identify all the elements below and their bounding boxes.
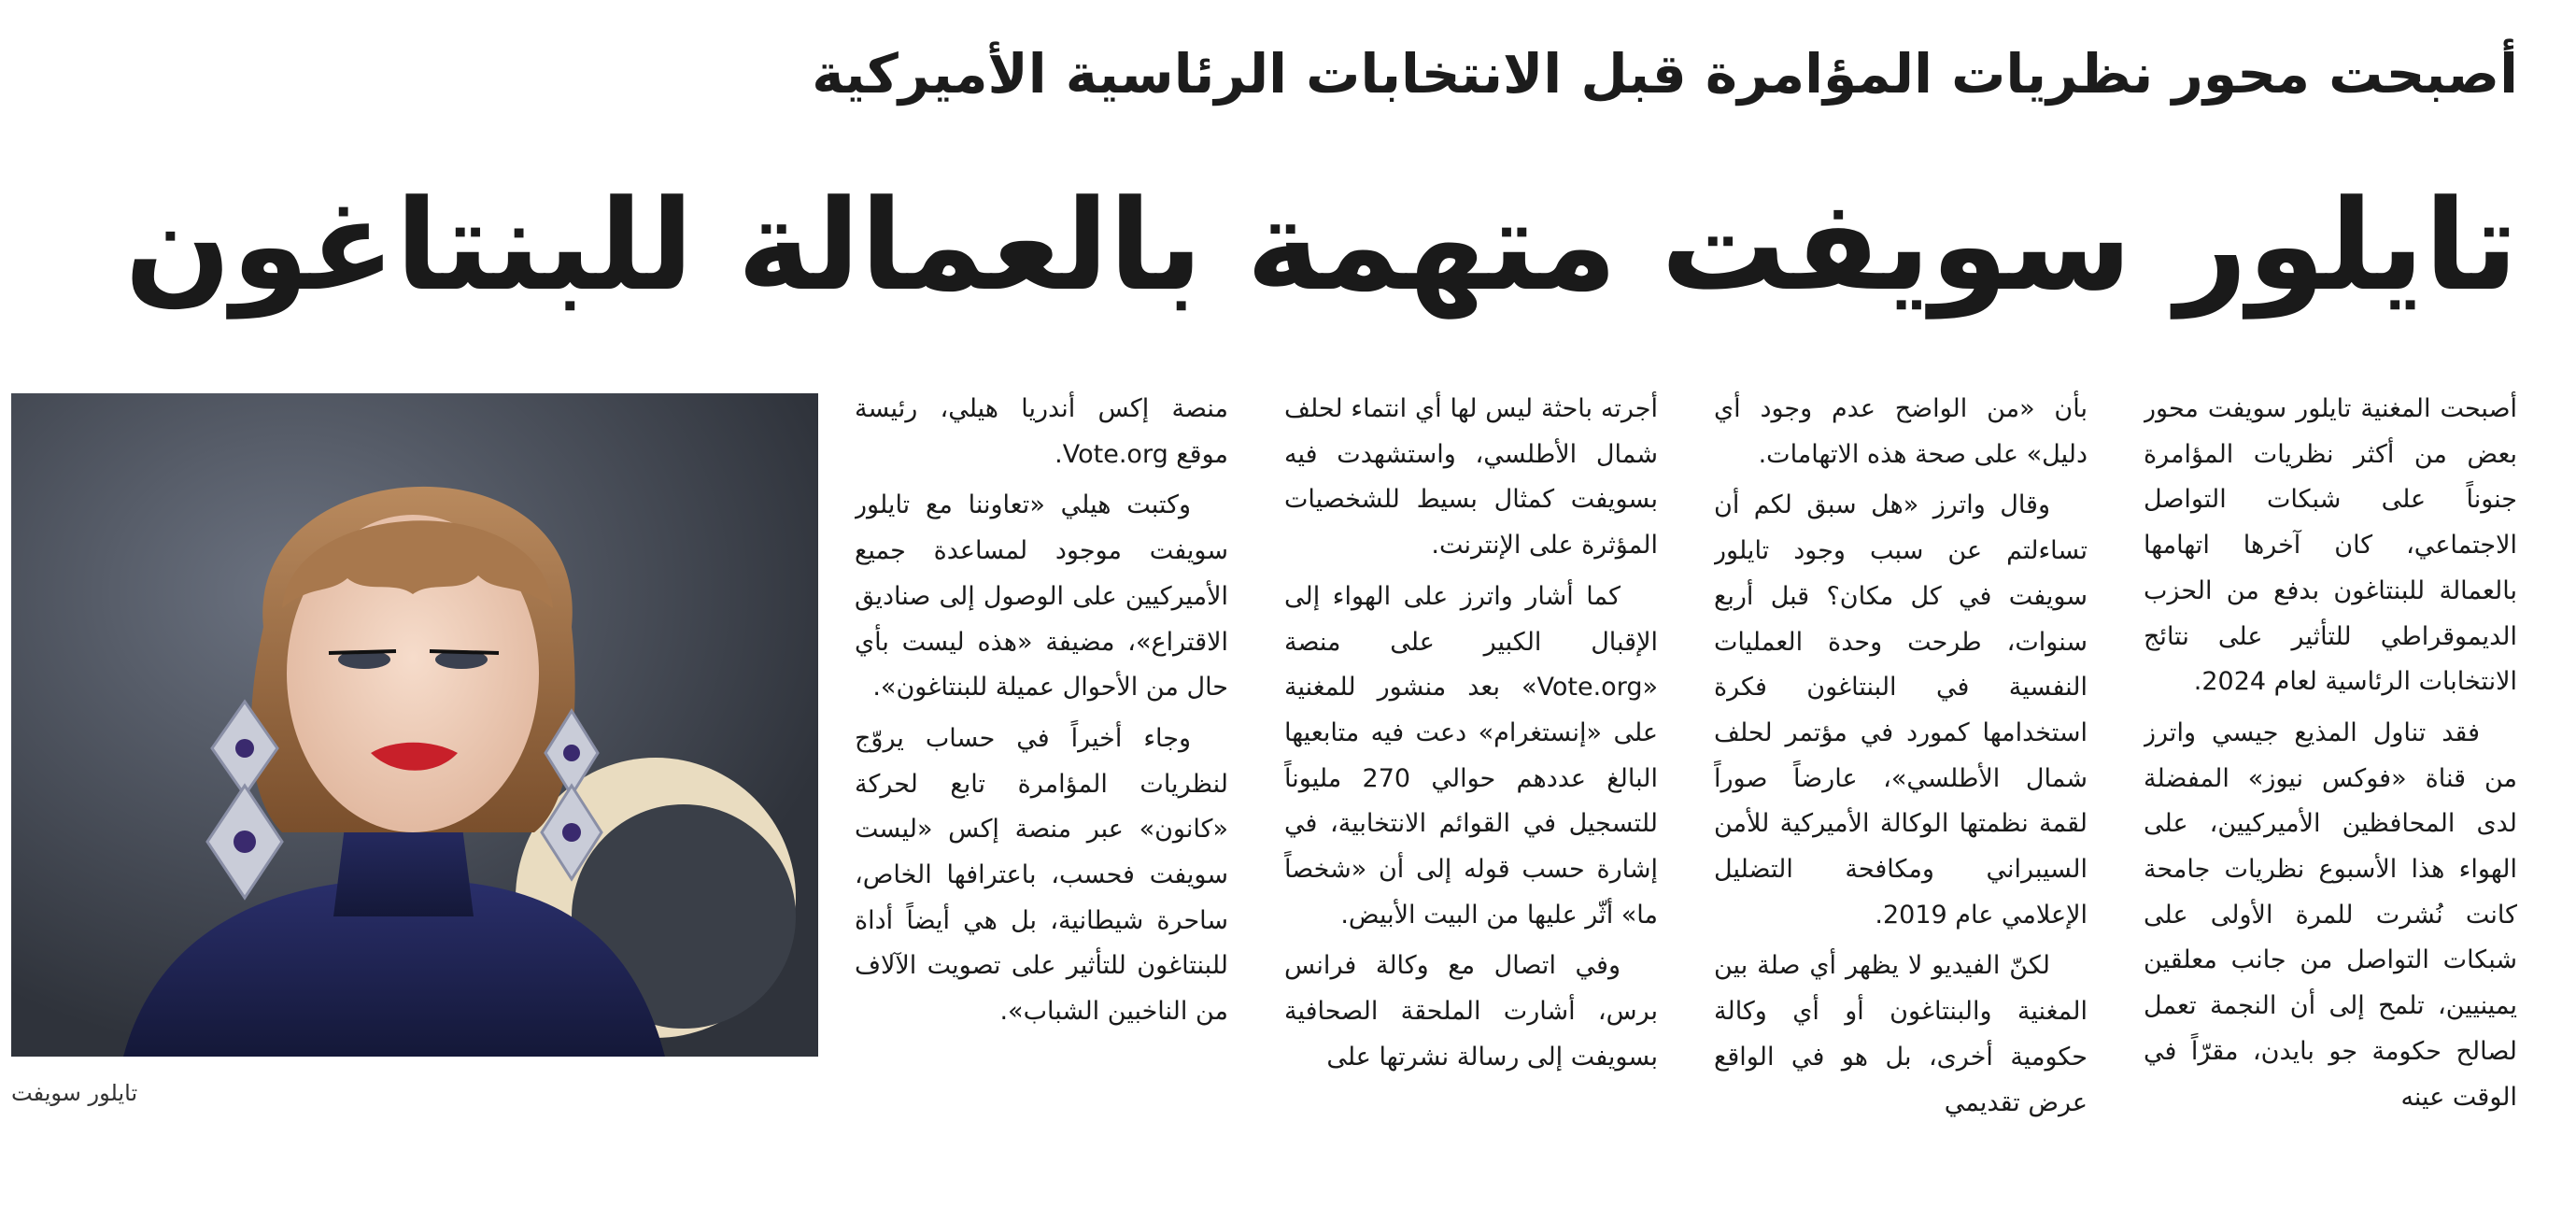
article-headline: تايلور سويفت متهمة بالعمالة للبنتاغون [124,173,2518,319]
article-kicker: أصبحت محور نظريات المؤامرة قبل الانتخابات الرئاسية الأميركية [812,42,2518,106]
paragraph: كما أشار واترز على الهواء إلى الإقبال الكبير على منصة «Vote.org» بعد منشور للمغنية على «إنستغرام» دعت فيه متابعيها البالغ عددهم حوالي 270 مليوناً للتسجيل في القوائم الانتخابية، في إشارة حسب قوله إلى أن «شخصاً ما» أثّر عليها من البيت الأبيض. [1284,581,1658,930]
paragraph: وكتبت هيلي «تعاوننا مع تايلور سويفت موجود لمساعدة جميع الأميركيين على الوصول إلى صناديق الاقتراع»، مضيفة «هذه ليست بأي حال من الأحوال عميلة للبنتاغون». [855,490,1228,703]
photo-caption-text: تايلور سويفت [11,1080,138,1106]
paragraph: وفي اتصال مع وكالة فرانس برس، أشارت الملحقة الصحافية بسويفت إلى رسالة نشرتها على [1284,951,1658,1072]
article-column-1 [2144,387,2517,1162]
paragraph: أصبحت المغنية تايلور سويفت محور بعض من أكثر نظريات المؤامرة جنوناً على شبكات التواصل الاجتماعي، كان آخرها اتهامها بالعمالة للبنتاغون بدفع من الحزب الديموقراطي للتأثير على نتائج الانتخابات الرئاسية لعام 2024. [2144,394,2517,697]
paragraph: منصة إكس أندريا هيلي، رئيسة موقع Vote.org. [855,394,1228,469]
paragraph: بأن «من الواضح عدم وجود أي دليل» على صحة هذه الاتهامات. [1714,394,2088,469]
article-column-2 [1714,387,2088,1162]
article-photo [11,393,818,1057]
portrait-illustration [11,393,818,1057]
article-column-4 [855,387,1228,1162]
paragraph: أجرته باحثة ليس لها أي انتماء لحلف شمال الأطلسي، واستشهدت فيه بسويفت كمثال بسيط للشخصيات المؤثرة على الإنترنت. [1284,394,1658,561]
photo-caption [11,1074,818,1112]
article-column-3 [1284,387,1658,1162]
paragraph: وجاء أخيراً في حساب يروّج لنظريات المؤامرة تابع لحركة «كانون» عبر منصة إكس «ليست سويفت فحسب، باعترافها الخاص، ساحرة شيطانية، بل هي أيضاً أداة للبنتاغون للتأثير على تصويت الآلاف من الناخبين الشباب». [855,723,1228,1027]
paragraph: وقال واترز «هل سبق لكم أن تساءلتم عن سبب وجود تايلور سويفت في كل مكان؟ قبل أربع سنوات، طرحت وحدة العمليات النفسية في البنتاغون فكرة استخدامها كمورد في مؤتمر لحلف شمال الأطلسي»، عارضاً صوراً لقمة نظمتها الوكالة الأميركية للأمن السيبراني ومكافحة التضليل الإعلامي عام 2019. [1714,490,2088,930]
right-eyeliner [430,651,499,653]
left-eyeliner [329,651,396,653]
paragraph: لكنّ الفيديو لا يظهر أي صلة بين المغنية والبنتاغون أو أي وكالة حكومية أخرى، بل هو في الواقع عرض تقديمي [1714,951,2088,1117]
paragraph: فقد تناول المذيع جيسي واترز من قناة «فوكس نيوز» المفضلة لدى المحافظين الأميركيين، على الهواء هذا الأسبوع نظريات جامحة كانت نُشرت للمرة الأولى على شبكات التواصل من جانب معلقين يمينيين، تلمح إلى أن النجمة تعمل لصالح حكومة جو بايدن، مقرّاً في الوقت عينه [2144,717,2517,1112]
